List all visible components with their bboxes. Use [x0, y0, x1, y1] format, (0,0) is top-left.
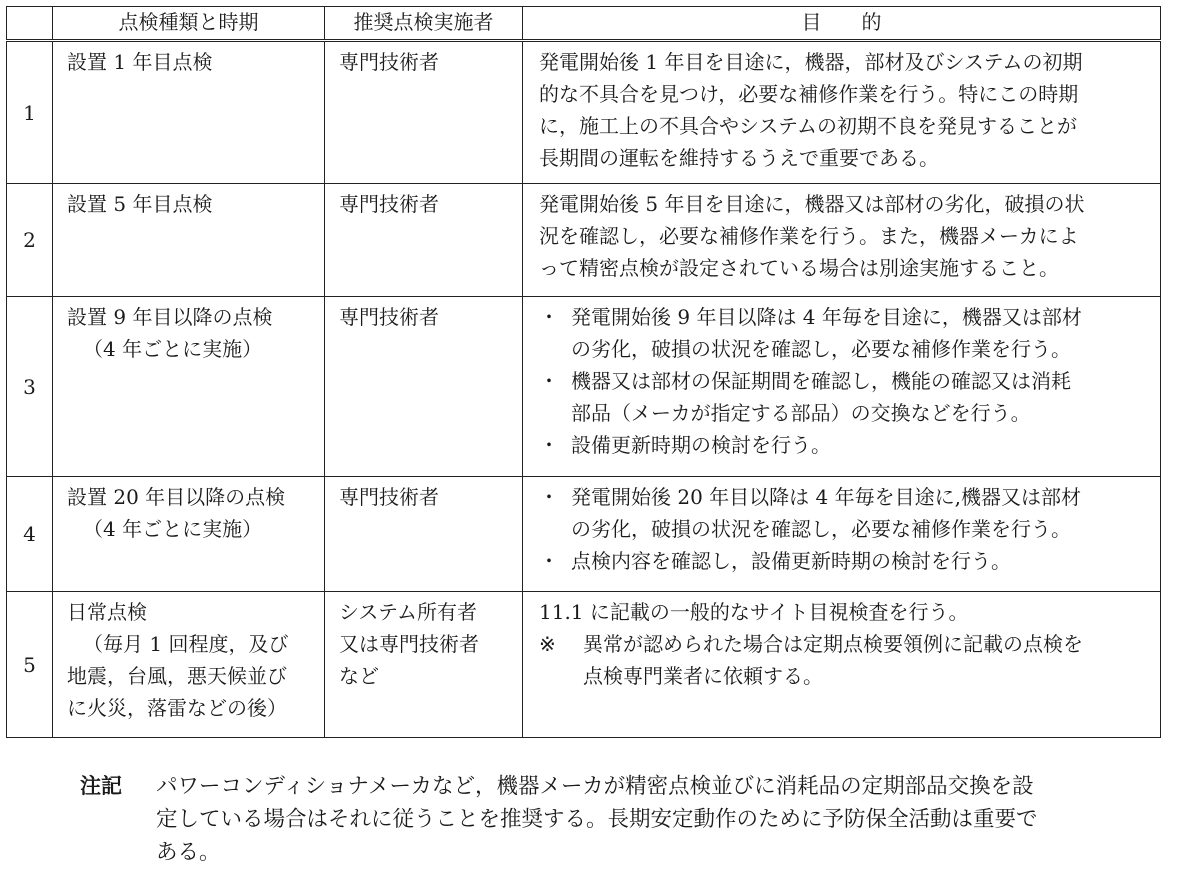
note-mark: ※: [539, 632, 556, 656]
inspection-type: 設置 20 年目以降の点検 （4 年ごとに実施）: [53, 477, 325, 592]
inspection-type: 日常点検 （毎月 1 回程度，及び 地震，台風，悪天候並び に火災，落雷などの後）: [53, 592, 325, 738]
bullet-item: ・ 点検内容を確認し，設備更新時期の検討を行う。: [531, 545, 1148, 577]
bullet-mark: ・: [539, 305, 559, 329]
footnote-label: 注記: [80, 774, 122, 798]
purpose: 11.1 に記載の一般的なサイト目視検査を行う。 ※ 異常が認められた場合は定期点検要領例に記載の点検を 点検専門業者に依頼する。: [523, 592, 1161, 738]
inspector: 専門技術者: [325, 41, 523, 184]
table-row: [7, 477, 1161, 592]
header-purpose: 目 的: [523, 7, 1161, 41]
footnote-line: ある。: [156, 840, 221, 865]
purpose: [523, 477, 1161, 592]
row-number: 1: [7, 41, 53, 184]
table-row: [7, 592, 1161, 738]
header-type: 点検種類と時期: [53, 7, 325, 41]
purpose: [523, 297, 1161, 477]
inspector: 専門技術者: [325, 477, 523, 592]
header-who: 推奨点検実施者: [325, 7, 523, 41]
purpose: 発電開始後 5 年目を目途に，機器又は部材の劣化，破損の状 況を確認し，必要な補修作業を行う。また，機器メーカによ って精密点検が設定されている場合は別途実施すること。: [523, 184, 1161, 297]
inspector: システム所有者 又は専門技術者 など: [325, 592, 523, 738]
table-header-row: [7, 7, 1161, 41]
row-number: 2: [7, 184, 53, 297]
inspection-type: 設置 1 年目点検: [53, 41, 325, 184]
note-item: ※ 異常が認められた場合は定期点検要領例に記載の点検を 点検専門業者に依頼する。: [539, 628, 1148, 692]
bullet-item: ・ 発電開始後 20 年目以降は 4 年毎を目途に,機器又は部材 の劣化，破損の状況を確認し，必要な補修作業を行う。: [531, 481, 1148, 545]
inspection-type: 設置 9 年目以降の点検 （4 年ごとに実施）: [53, 297, 325, 477]
footnote-line: パワーコンディショナメーカなど，機器メーカが精密点検並びに消耗品の定期部品交換を設: [156, 774, 1034, 799]
footnote: [80, 770, 1192, 869]
bullet-item: ・ 発電開始後 9 年目以降は 4 年毎を目途に，機器又は部材 の劣化，破損の状況を確認し，必要な補修作業を行う。: [531, 301, 1148, 365]
footnote-line: 定している場合はそれに従うことを推奨する。長期安定動作のために予防保全活動は重要で: [156, 807, 1038, 832]
table-row: [7, 297, 1161, 477]
bullet-item: ・ 機器又は部材の保証期間を確認し，機能の確認又は消耗 部品（メーカが指定する部品）の交換などを行う。: [531, 365, 1148, 429]
inspector: 専門技術者: [325, 297, 523, 477]
inspection-table: [6, 6, 1161, 738]
row-number: 5: [7, 592, 53, 738]
bullet-mark: ・: [539, 369, 559, 393]
bullet-mark: ・: [539, 485, 559, 509]
bullet-item: ・ 設備更新時期の検討を行う。: [531, 429, 1148, 461]
row-number: 3: [7, 297, 53, 477]
purpose: 発電開始後 1 年目を目途に，機器，部材及びシステムの初期 的な不具合を見つけ，必要な補修作業を行う。特にこの時期 に，施工上の不具合やシステムの初期不良を発見することが 長期間の運転を維持するうえで重要である。: [523, 41, 1161, 184]
inspection-type: 設置 5 年目点検: [53, 184, 325, 297]
bullet-mark: ・: [539, 549, 559, 573]
table-row: [7, 41, 1161, 184]
table-row: [7, 184, 1161, 297]
header-number: [7, 7, 53, 41]
bullet-mark: ・: [539, 433, 559, 457]
inspector: 専門技術者: [325, 184, 523, 297]
row-number: 4: [7, 477, 53, 592]
